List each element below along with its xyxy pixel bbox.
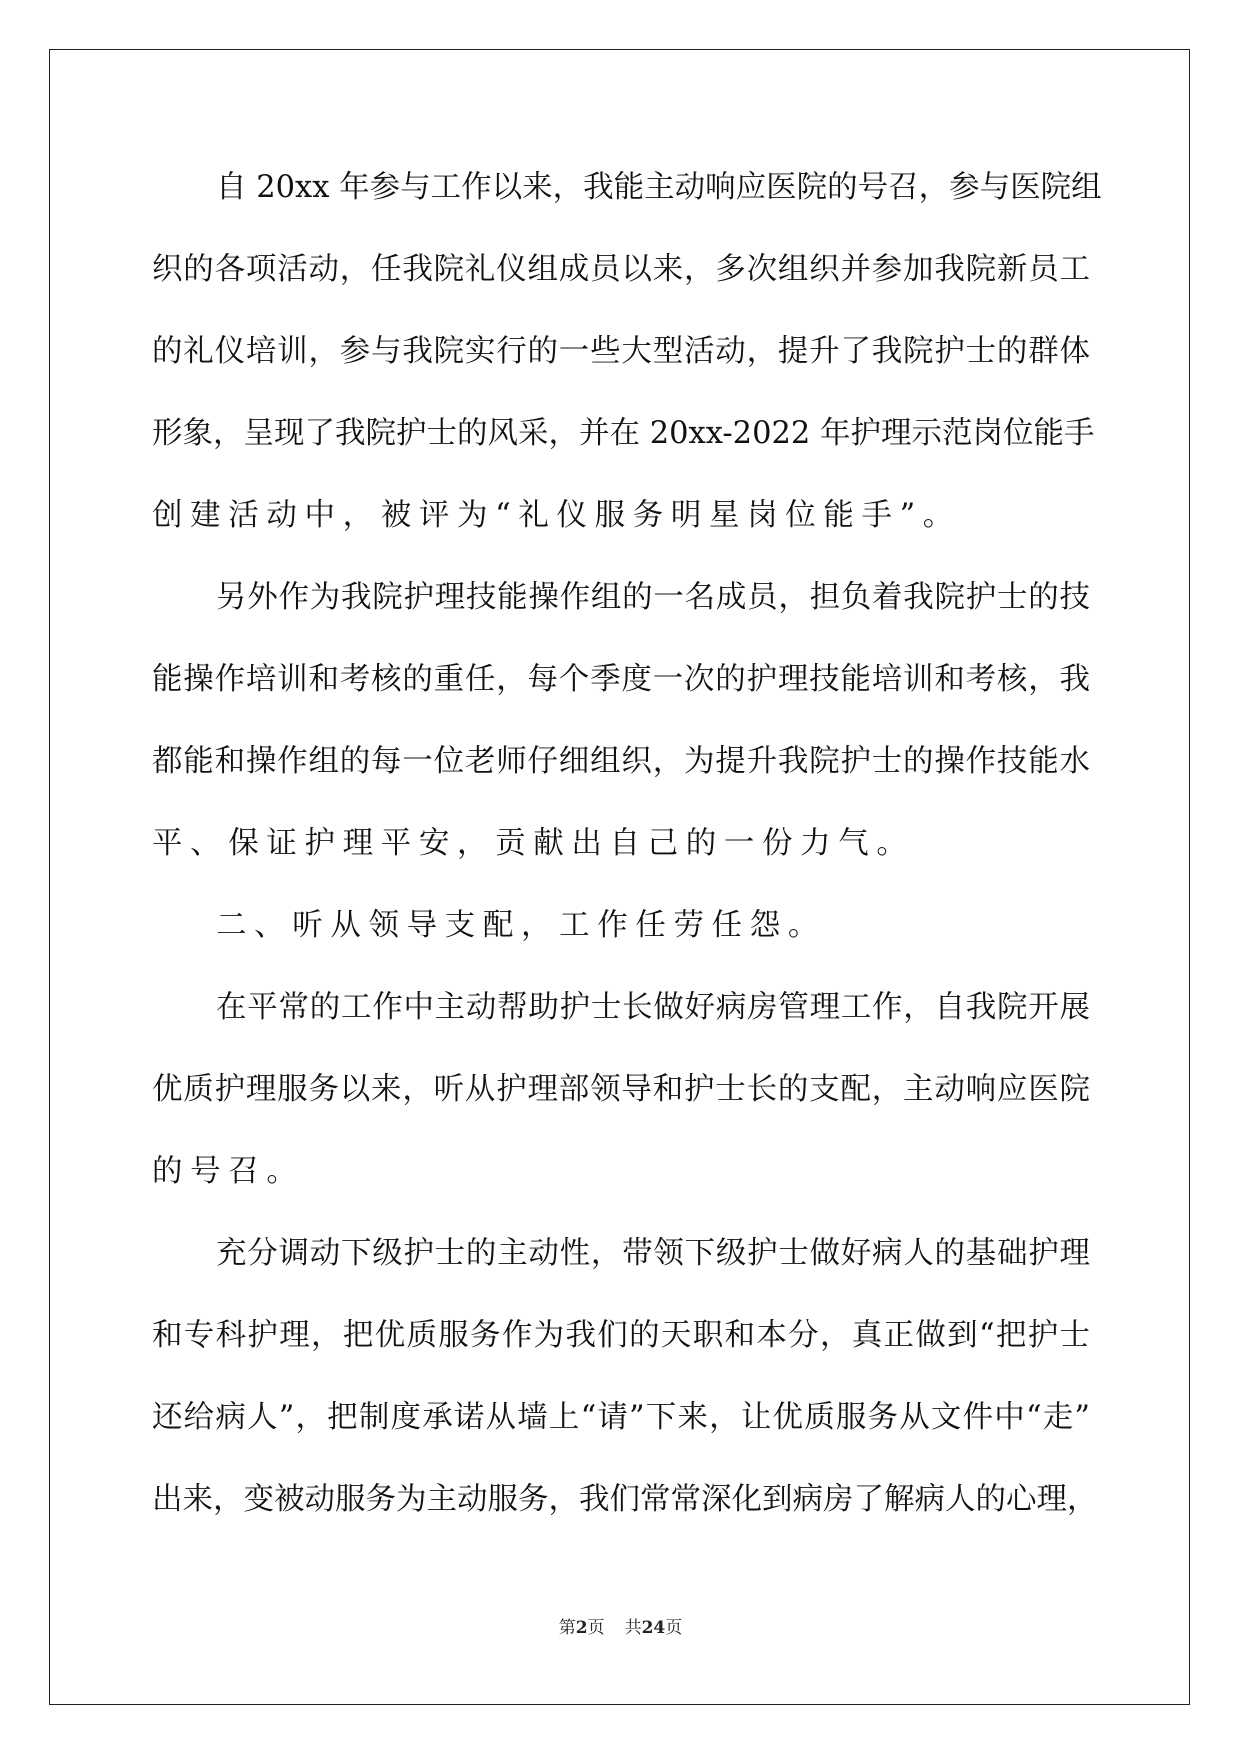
total-prefix: 共 xyxy=(624,1618,642,1638)
total-suffix: 页 xyxy=(665,1618,683,1638)
total-pages: 24 xyxy=(641,1618,666,1638)
body-line: 织的各项活动，任我院礼仪组成员以来，多次组织并参加我院新员工 xyxy=(152,252,1090,287)
body-line: 在平常的工作中主动帮助护士长做好病房管理工作，自我院开展 xyxy=(216,990,1090,1025)
body-line: 另外作为我院护理技能操作组的一名成员，担负着我院护士的技 xyxy=(216,580,1090,615)
body-line: 优质护理服务以来，听从护理部领导和护士长的支配，主动响应医院 xyxy=(152,1072,1090,1107)
page-suffix: 页 xyxy=(587,1618,605,1638)
page-number: 2 xyxy=(575,1618,588,1638)
page-footer xyxy=(0,1613,1241,1638)
document-body xyxy=(152,158,1102,1552)
body-line: 平、保证护理平安，贡献出自己的一份力气。 xyxy=(152,826,915,861)
body-line: 和专科护理，把优质服务作为我们的天职和本分，真正做到“把护士 xyxy=(152,1318,1090,1353)
body-line: 的号召。 xyxy=(152,1154,305,1189)
body-line: 形象，呈现了我院护士的风采，并在 20xx-2022 年护理示范岗位能手 xyxy=(152,416,1095,451)
section-heading: 二、听从领导支配，工作任劳任怨。 xyxy=(216,908,826,943)
page-prefix: 第 xyxy=(558,1618,576,1638)
body-line: 的礼仪培训，参与我院实行的一些大型活动，提升了我院护士的群体 xyxy=(152,334,1090,369)
body-line: 创建活动中，被评为“礼仪服务明星岗位能手”。 xyxy=(152,498,961,533)
body-line: 还给病人”，把制度承诺从墙上“请”下来，让优质服务从文件中“走” xyxy=(152,1400,1090,1435)
body-line: 都能和操作组的每一位老师仔细组织，为提升我院护士的操作技能水 xyxy=(152,744,1090,779)
body-line: 出来，变被动服务为主动服务，我们常常深化到病房了解病人的心理， xyxy=(152,1482,1098,1517)
body-line: 自 20xx 年参与工作以来，我能主动响应医院的号召，参与医院组 xyxy=(216,170,1102,205)
body-line: 充分调动下级护士的主动性，带领下级护士做好病人的基础护理 xyxy=(216,1236,1090,1271)
body-line: 能操作培训和考核的重任，每个季度一次的护理技能培训和考核，我 xyxy=(152,662,1090,697)
